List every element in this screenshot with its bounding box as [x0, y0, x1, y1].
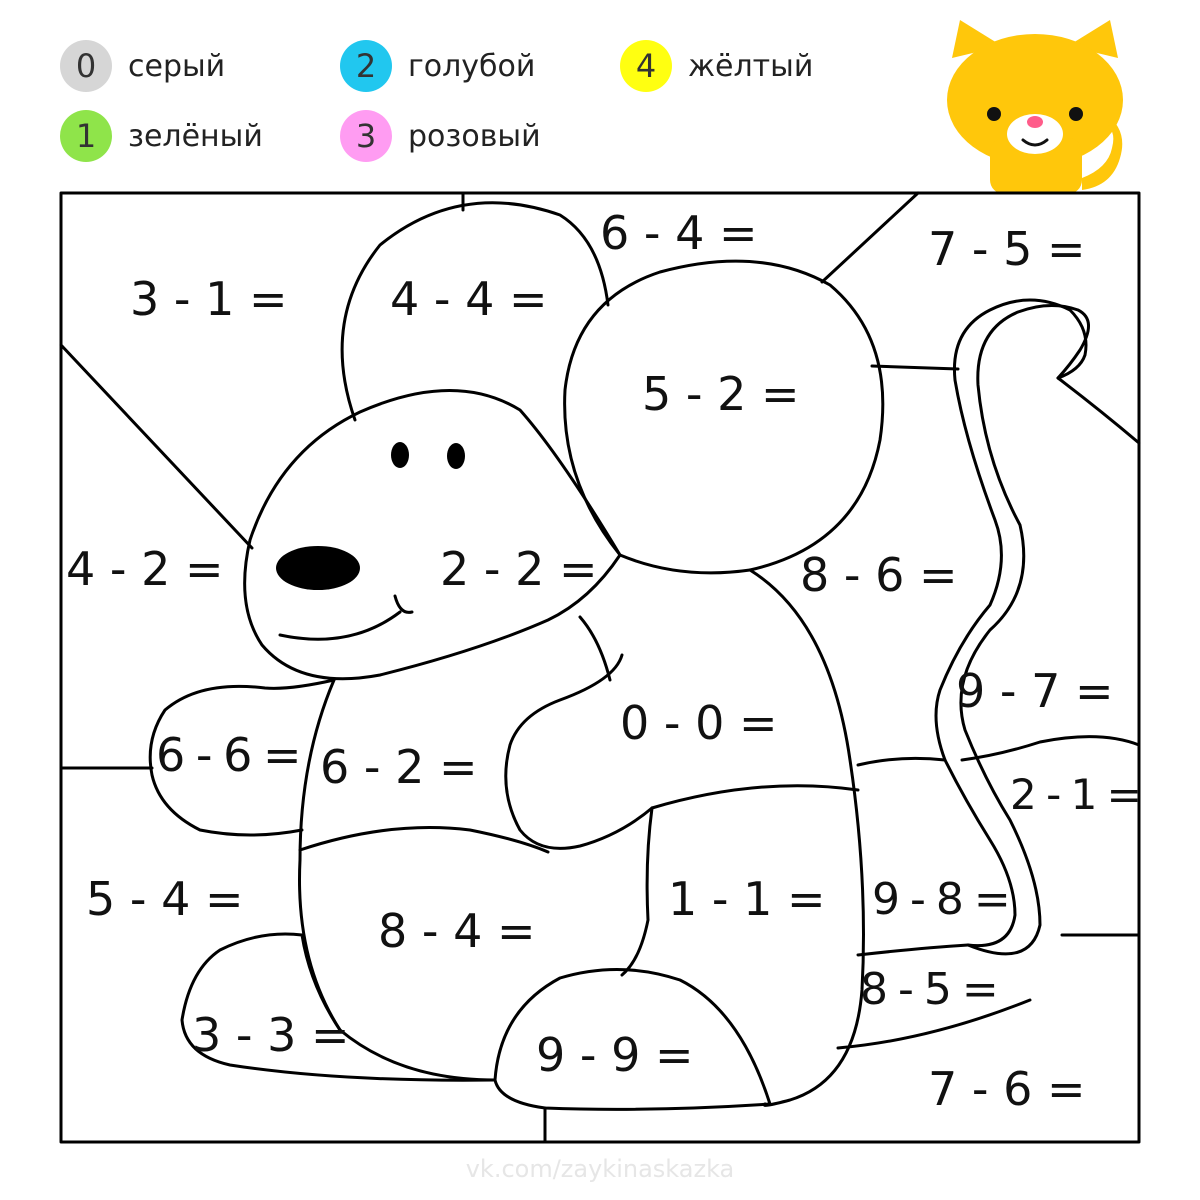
equation-8-6: 8 - 6 =: [800, 548, 958, 602]
legend-swatch-blue: 2: [340, 40, 392, 92]
mouse-head: [245, 390, 620, 678]
watermark: vk.com/zaykinaskazka: [465, 1155, 735, 1183]
equation-6-4: 6 - 4 =: [600, 206, 758, 260]
legend-label-green: зелёный: [128, 118, 263, 154]
equation-1-1: 1 - 1 =: [668, 872, 826, 926]
equation-6-6: 6 - 6 =: [156, 728, 300, 782]
legend-swatch-yellow: 4: [620, 40, 672, 92]
equation-5-2: 5 - 2 =: [642, 367, 800, 421]
mouse-tail-inner: [961, 305, 1089, 953]
equation-8-5: 8 - 5 =: [860, 964, 997, 1015]
equation-8-4: 8 - 4 =: [378, 904, 536, 958]
mouse-smile: [280, 596, 412, 639]
mouse-arm: [506, 655, 652, 848]
mouse-eye-left: [391, 442, 409, 468]
equation-7-6: 7 - 6 =: [928, 1062, 1086, 1116]
equation-9-8: 9 - 8 =: [872, 874, 1009, 925]
equation-4-2: 4 - 2 =: [66, 542, 224, 596]
legend-label-yellow: жёлтый: [688, 48, 814, 84]
legend-label-pink: розовый: [408, 118, 541, 154]
equation-5-4: 5 - 4 =: [86, 872, 244, 926]
mouse-eye-right: [447, 443, 465, 469]
equation-3-1: 3 - 1 =: [130, 272, 288, 326]
equation-3-3: 3 - 3 =: [192, 1008, 350, 1062]
legend-swatch-gray: 0: [60, 40, 112, 92]
equation-4-4: 4 - 4 =: [390, 272, 548, 326]
legend-label-gray: серый: [128, 48, 226, 84]
mouse-tail-outer: [936, 300, 1086, 946]
equation-9-9: 9 - 9 =: [536, 1028, 694, 1082]
equation-7-5: 7 - 5 =: [928, 222, 1086, 276]
equation-2-1: 2 - 1 =: [1010, 770, 1140, 819]
equation-6-2: 6 - 2 =: [320, 740, 478, 794]
legend-swatch-green: 1: [60, 110, 112, 162]
equation-2-2: 2 - 2 =: [440, 542, 598, 596]
equation-9-7: 9 - 7 =: [956, 664, 1114, 718]
legend-label-blue: голубой: [408, 48, 536, 84]
legend-swatch-pink: 3: [340, 110, 392, 162]
mouse-body-right: [750, 570, 864, 1105]
mouse-nose: [276, 546, 360, 590]
equation-0-0: 0 - 0 =: [620, 696, 778, 750]
